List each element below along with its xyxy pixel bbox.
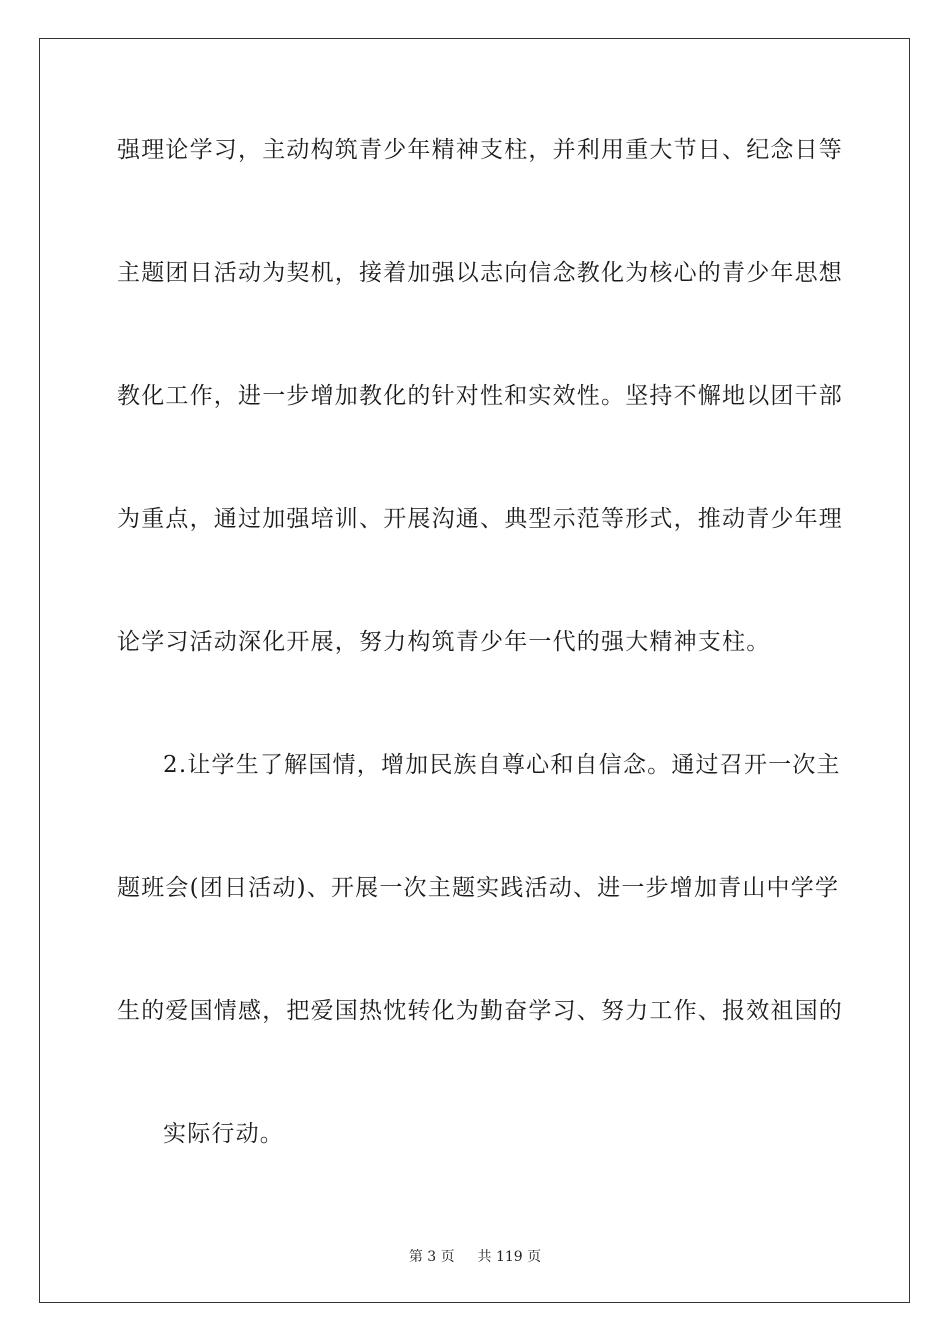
text-line-1: 强理论学习，主动构筑青少年精神支柱，并利用重大节日、纪念日等 [117, 137, 843, 163]
text-line-5: 论学习活动深化开展，努力构筑青少年一代的强大精神支柱。 [117, 629, 771, 655]
text-line-9: 实际行动。 [163, 1121, 284, 1147]
text-line-7: 题班会(团日活动)、开展一次主题实践活动、进一步增加青山中学学 [117, 875, 840, 901]
text-line-3: 教化工作，进一步增加教化的针对性和实效性。坚持不懈地以团干部 [117, 383, 843, 409]
page-number: 第 3 页 [408, 1249, 455, 1265]
page-border [39, 38, 910, 1303]
paragraph-2-line-1: 2.让学生了解国情，增加民族自尊心和自信念。通过召开一次主 [163, 752, 841, 778]
page-footer [0, 1248, 950, 1266]
page-total: 共 119 页 [477, 1249, 542, 1265]
text-line-2: 主题团日活动为契机，接着加强以志向信念教化为核心的青少年思想 [117, 260, 843, 286]
text-line-8: 生的爱国情感，把爱国热忱转化为勤奋学习、努力工作、报效祖国的 [117, 998, 843, 1024]
text-line-4: 为重点，通过加强培训、开展沟通、典型示范等形式，推动青少年理 [117, 506, 843, 532]
